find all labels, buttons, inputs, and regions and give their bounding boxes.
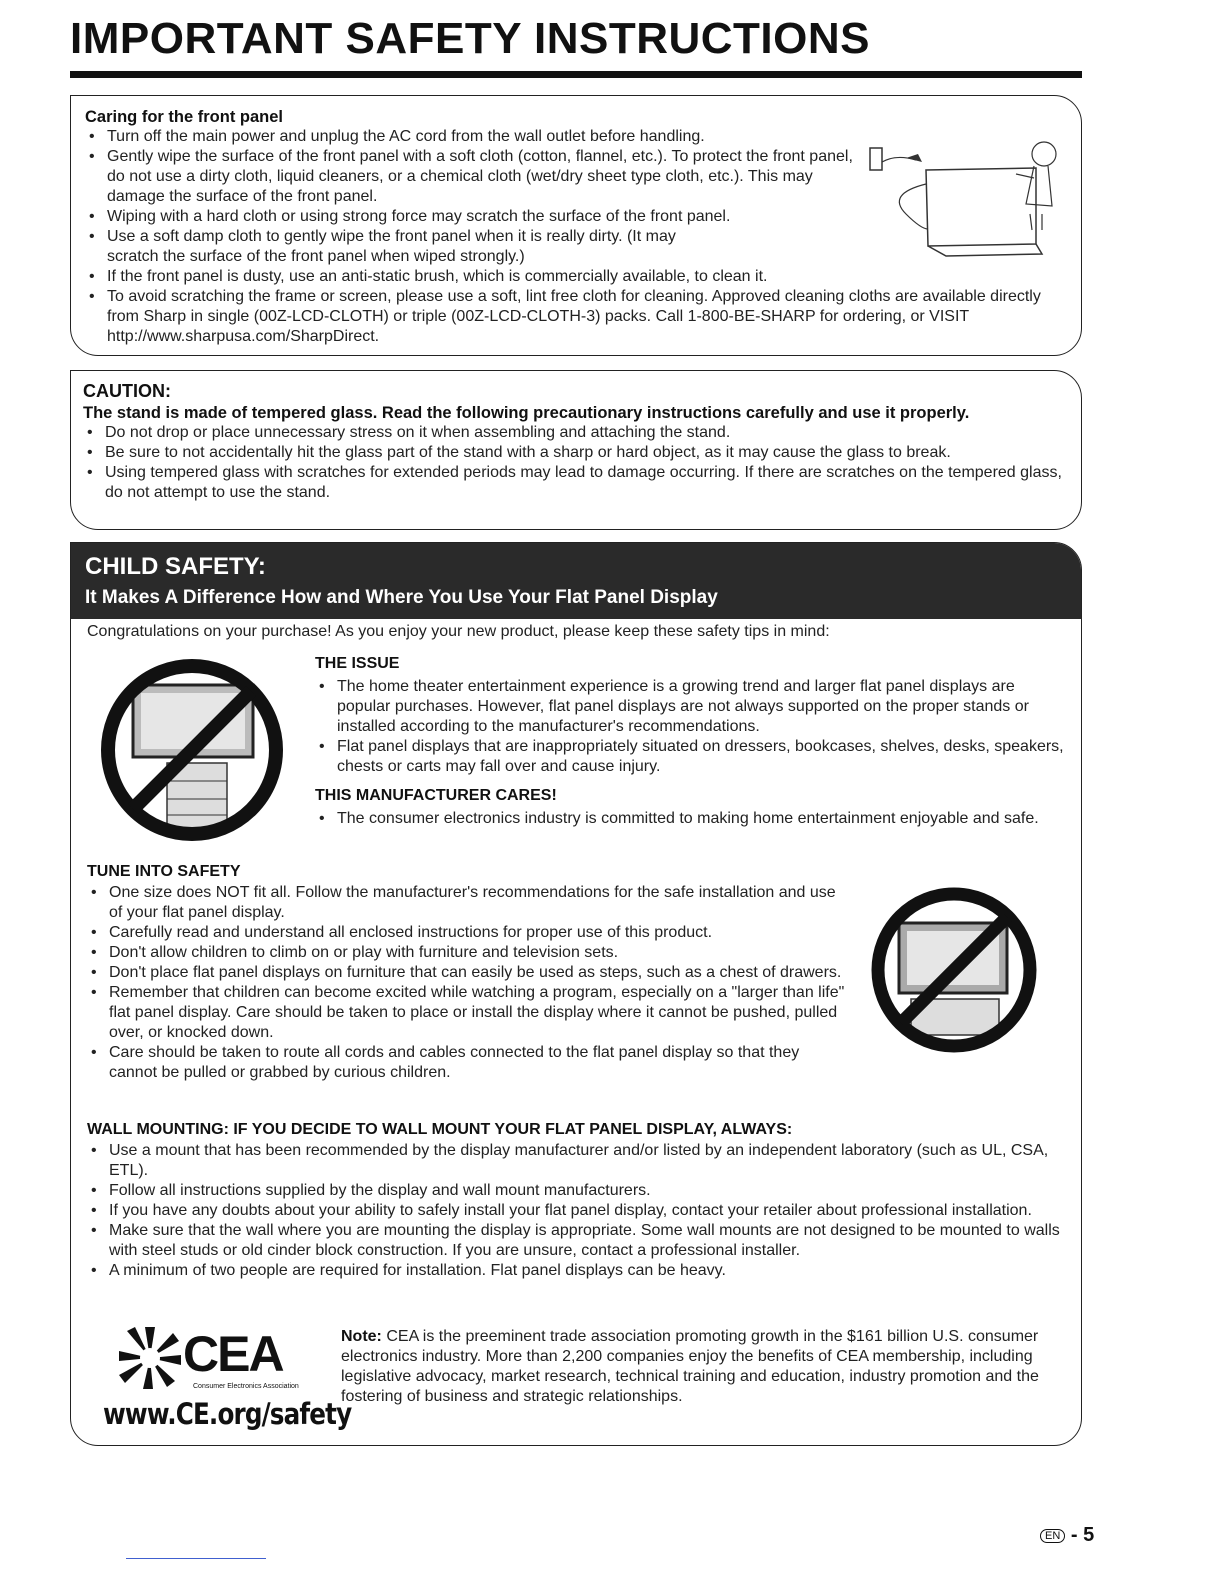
- page-number-separator: -: [1070, 1524, 1078, 1546]
- cea-logo-text: CEA: [183, 1326, 283, 1382]
- list-item: • To avoid scratching the frame or screen, please use a soft, lint free cloth for cleaning. Approved cleaning cloths are available directly from Sharp in single (00Z-LCD-CLOTH) or triple (00Z-LCD-CLOTH-3) packs. Call 1-800-BE-SHARP for ordering, or VISIT http://www.sharpusa.com/SharpDirect.: [85, 287, 1067, 347]
- list-item: • A minimum of two people are required for installation. Flat panel displays can be heavy.: [87, 1261, 1067, 1281]
- title-rule: [70, 71, 1082, 78]
- issue-heading: THE ISSUE: [315, 655, 400, 672]
- list-item: • Gently wipe the surface of the front panel with a soft cloth (cotton, flannel, etc.). To protect the front panel, do not use a dirty cloth, liquid cleaners, or a chemical cloth (wet/dry sheet type cloth, etc.). This may damage the surface of the front panel.: [85, 147, 867, 207]
- front-panel-heading: Caring for the front panel: [85, 108, 283, 126]
- list-item: • One size does NOT fit all. Follow the manufacturer's recommendations for the safe installation and use of your flat panel display.: [87, 883, 847, 923]
- list-item: • Remember that children can become excited while watching a program, especially on a "larger than life" flat panel display. Care should be taken to place or install the display where it cannot be pushed, pulled over, or knocked down.: [87, 983, 847, 1043]
- list-item: • Make sure that the wall where you are mounting the display is appropriate. Some wall mounts are not designed to be mounted to walls with steel studs or old cinder block construction. If you are unsure, contact a professional installer.: [87, 1221, 1067, 1261]
- list-item: • Turn off the main power and unplug the AC cord from the wall outlet before handling.: [85, 127, 1067, 147]
- list-item: • Use a mount that has been recommended by the display manufacturer and/or listed by an independent laboratory (such as UL, CSA, ETL).: [87, 1141, 1067, 1181]
- wall-mounting-section: [87, 1121, 1067, 1281]
- caution-list: [83, 423, 1069, 503]
- child-safety-subtitle: It Makes A Difference How and Where You Use Your Flat Panel Display: [85, 587, 718, 608]
- list-item: • Don't allow children to climb on or play with furniture and television sets.: [87, 943, 847, 963]
- language-badge: EN: [1040, 1529, 1065, 1543]
- list-item: • Follow all instructions supplied by the display and wall mount manufacturers.: [87, 1181, 1067, 1201]
- cea-burst-icon: [115, 1323, 185, 1393]
- list-item: • Wiping with a hard cloth or using strong force may scratch the surface of the front panel.: [85, 207, 1067, 227]
- footer-line: [126, 1558, 266, 1559]
- issue-section: [315, 655, 1065, 829]
- list-item: • Carefully read and understand all enclosed instructions for proper use of this product.: [87, 923, 847, 943]
- child-safety-box: [70, 542, 1082, 1446]
- list-item: • Use a soft damp cloth to gently wipe the front panel when it is really dirty. (It may scratch the surface of the front panel when wiped strongly.): [85, 227, 707, 267]
- note-text: CEA is the preeminent trade association promoting growth in the $161 billion U.S. consumer electronics industry. More than 2,200 companies enjoy the benefits of CEA membership, including legislative advocacy, market research, technical training and education, industry promotion and the fostering of business and strategic relationships.: [341, 1328, 1039, 1405]
- cea-tagline: Consumer Electronics Association: [193, 1383, 299, 1390]
- cea-note: [341, 1327, 1051, 1407]
- child-safety-title: CHILD SAFETY:: [85, 553, 266, 580]
- front-panel-care-box: [70, 95, 1082, 356]
- tune-heading: TUNE INTO SAFETY: [87, 863, 241, 880]
- caution-box: [70, 370, 1082, 530]
- page-number: [1040, 1524, 1094, 1547]
- cleaning-tv-illustration-icon: [866, 134, 1066, 259]
- list-item: • Using tempered glass with scratches for extended periods may lead to damage occurring. If there are scratches on the tempered glass, do not attempt to use the stand.: [83, 463, 1069, 503]
- child-safety-banner: [71, 543, 1081, 619]
- list-item: • Care should be taken to route all cords and cables connected to the flat panel display so that they cannot be pulled or grabbed by curious children.: [87, 1043, 847, 1083]
- page-number-value: 5: [1083, 1524, 1095, 1546]
- list-item: • Be sure to not accidentally hit the glass part of the stand with a sharp or hard object, as it may cause the glass to break.: [83, 443, 1069, 463]
- child-safety-intro: Congratulations on your purchase! As you enjoy your new product, please keep these safety tips in mind:: [87, 623, 830, 640]
- no-tv-on-dresser-icon: [97, 655, 287, 845]
- no-tv-on-stand-icon: [869, 885, 1039, 1055]
- cea-url: www.CE.org/safety: [103, 1397, 352, 1431]
- list-item: • Don't place flat panel displays on furniture that can easily be used as steps, such as a chest of drawers.: [87, 963, 847, 983]
- list-item: • Flat panel displays that are inappropriately situated on dressers, bookcases, shelves, desks, speakers, chests or carts may fall over and cause injury.: [315, 737, 1065, 777]
- tune-list: [87, 883, 847, 1083]
- list-item: • Do not drop or place unnecessary stress on it when assembling and attaching the stand.: [83, 423, 1069, 443]
- wall-heading: WALL MOUNTING: IF YOU DECIDE TO WALL MOUNT YOUR FLAT PANEL DISPLAY, ALWAYS:: [87, 1121, 793, 1138]
- caution-subheading: The stand is made of tempered glass. Read the following precautionary instructions carefully and use it properly.: [83, 404, 970, 422]
- list-item: • The consumer electronics industry is committed to making home entertainment enjoyable and safe.: [315, 809, 1065, 829]
- cares-heading: THIS MANUFACTURER CARES!: [315, 787, 557, 804]
- cares-list: [315, 809, 1065, 829]
- wall-list: [87, 1141, 1067, 1281]
- list-item: • The home theater entertainment experience is a growing trend and larger flat panel displays are popular purchases. However, flat panel displays are not always supported on the proper stands or installed according to the manufacturer's recommendations.: [315, 677, 1065, 737]
- issue-list: [315, 677, 1065, 777]
- list-item: • If you have any doubts about your ability to safely install your flat panel display, contact your retailer about professional installation.: [87, 1201, 1067, 1221]
- caution-heading: CAUTION:: [83, 381, 171, 401]
- cea-logo: [101, 1323, 352, 1433]
- tune-section: [87, 863, 847, 1083]
- page-title: IMPORTANT SAFETY INSTRUCTIONS: [70, 14, 870, 63]
- cares-section: [315, 787, 1065, 829]
- list-item: • If the front panel is dusty, use an anti-static brush, which is commercially available, to clean it.: [85, 267, 1067, 287]
- note-label: Note:: [341, 1328, 382, 1345]
